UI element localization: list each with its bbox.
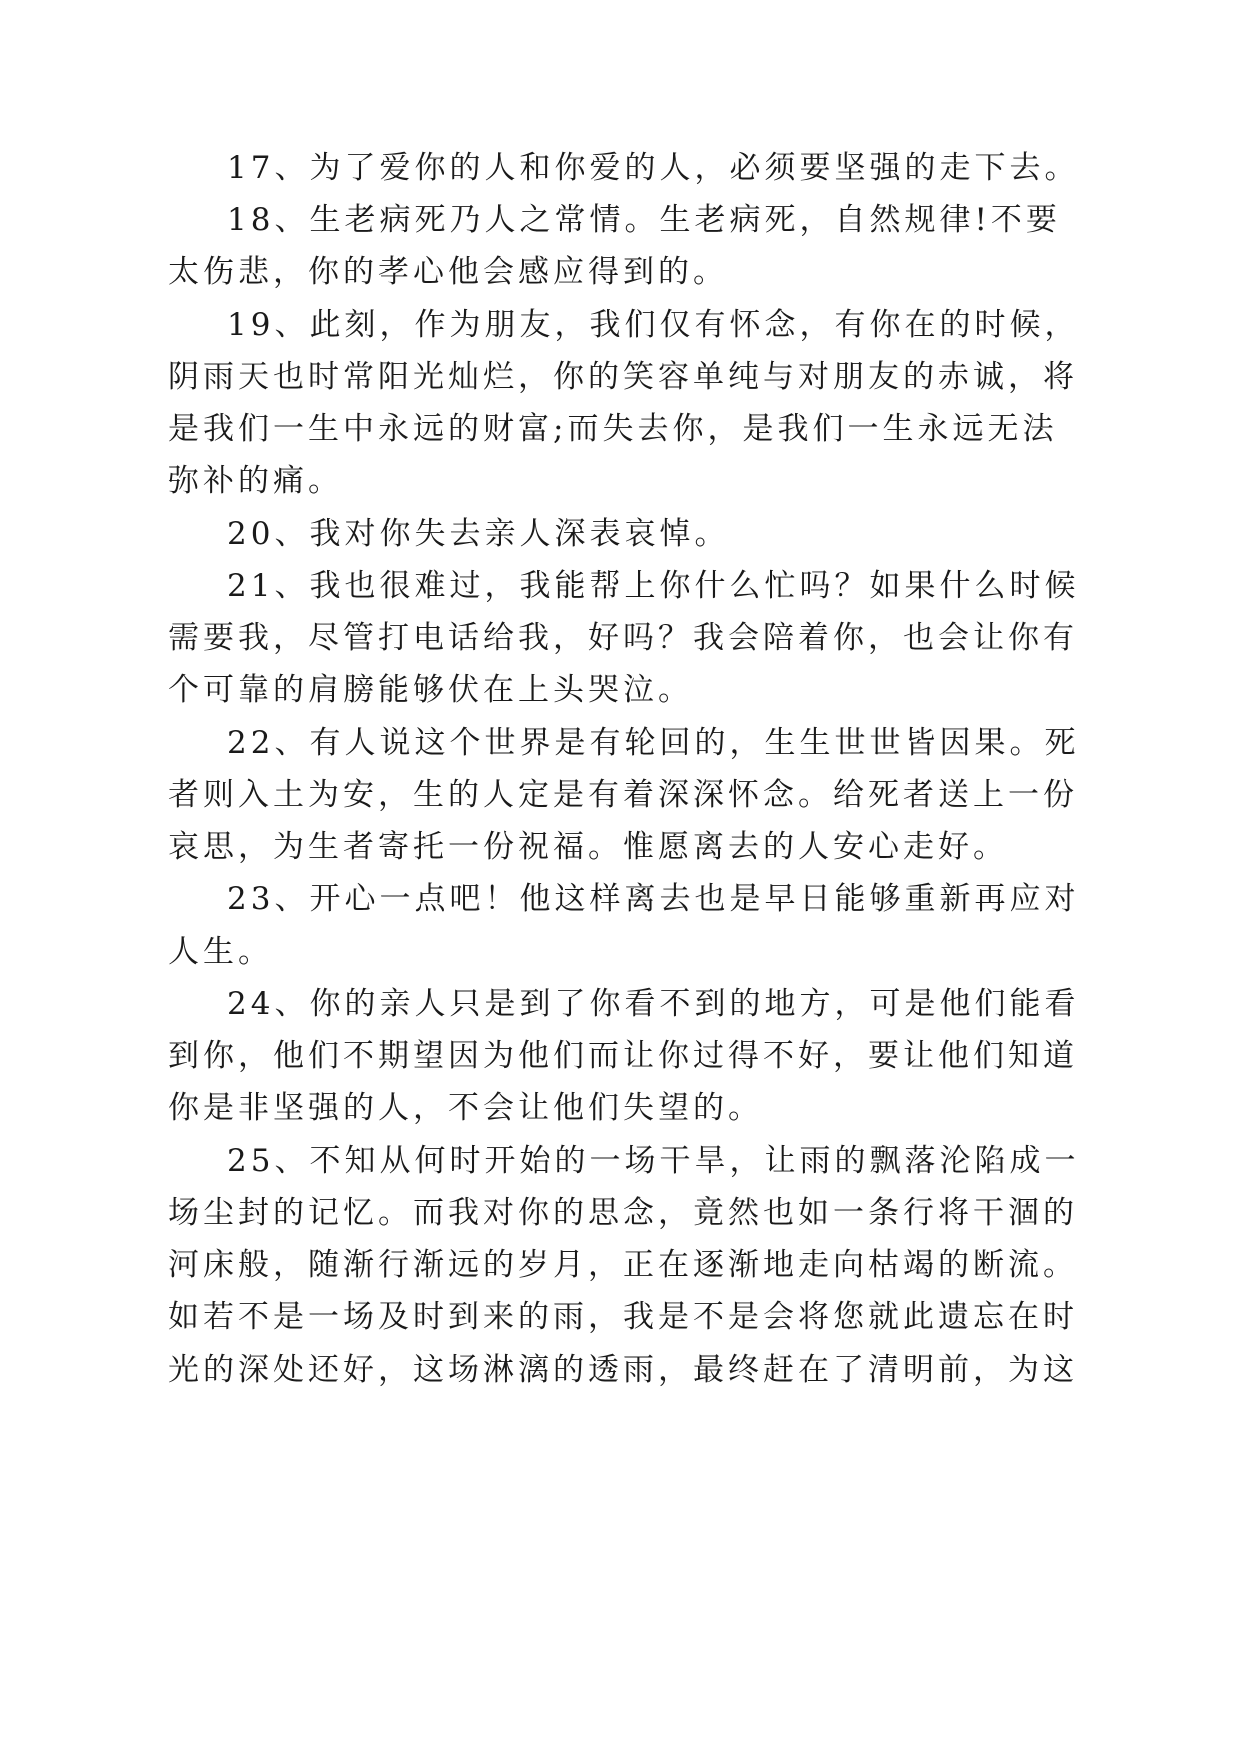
text-line: 太伤悲，你的孝心他会感应得到的。: [168, 254, 728, 290]
text-line: 个可靠的肩膀能够伏在上头哭泣。: [168, 672, 693, 708]
text-line: 光的深处还好，这场淋漓的透雨，最终赶在了清明前，为这: [168, 1352, 1078, 1388]
text-line: 24、你的亲人只是到了你看不到的地方，可是他们能看: [227, 986, 1080, 1022]
text-line: 如若不是一场及时到来的雨，我是不是会将您就此遗忘在时: [168, 1299, 1078, 1335]
text-line: 阴雨天也时常阳光灿烂，你的笑容单纯与对朋友的赤诚，将: [168, 359, 1078, 395]
text-line: 到你，他们不期望因为他们而让你过得不好，要让他们知道: [168, 1038, 1078, 1074]
text-line: 河床般，随渐行渐远的岁月，正在逐渐地走向枯竭的断流。: [168, 1247, 1078, 1283]
text-line: 人生。: [168, 934, 273, 970]
text-line: 需要我，尽管打电话给我，好吗？我会陪着你，也会让你有: [168, 620, 1078, 656]
text-line: 19、此刻，作为朋友，我们仅有怀念，有你在的时候，: [227, 307, 1080, 343]
text-line: 是我们一生中永远的财富;而失去你，是我们一生永远无法: [168, 411, 1058, 447]
text-line: 20、我对你失去亲人深表哀悼。: [227, 516, 730, 552]
text-line: 23、开心一点吧！他这样离去也是早日能够重新再应对: [227, 881, 1080, 917]
text-line: 你是非坚强的人，不会让他们失望的。: [168, 1090, 763, 1126]
text-line: 者则入土为安，生的人定是有着深深怀念。给死者送上一份: [168, 777, 1078, 813]
text-line: 场尘封的记忆。而我对你的思念，竟然也如一条行将干涸的: [168, 1195, 1078, 1231]
text-line: 21、我也很难过，我能帮上你什么忙吗？如果什么时候: [227, 568, 1080, 604]
text-line: 哀思，为生者寄托一份祝福。惟愿离去的人安心走好。: [168, 829, 1008, 865]
text-line: 17、为了爱你的人和你爱的人，必须要坚强的走下去。: [227, 150, 1080, 186]
text-line: 22、有人说这个世界是有轮回的，生生世世皆因果。死: [227, 725, 1080, 761]
text-line: 25、不知从何时开始的一场干旱，让雨的飘落沦陷成一: [227, 1143, 1080, 1179]
text-line: 18、生老病死乃人之常情。生老病死，自然规律!不要: [227, 202, 1061, 238]
text-line: 弥补的痛。: [168, 463, 343, 499]
